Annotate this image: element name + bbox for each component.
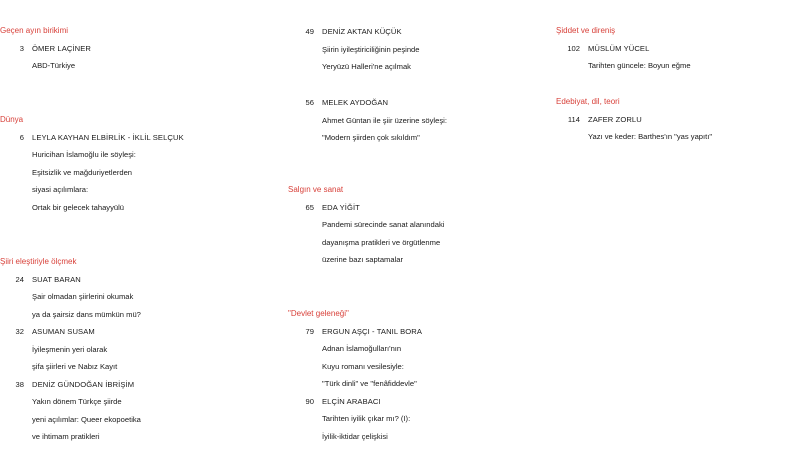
page-number: 65 [305, 202, 314, 212]
section-title: Geçen ayın birikimi [0, 26, 69, 35]
section-title: Şiddet ve direniş [556, 26, 616, 35]
toc-section [288, 181, 444, 269]
toc-section [288, 23, 420, 76]
toc-entry[interactable] [288, 323, 422, 393]
entry-title-line: "Modern şiirden çok sıkıldım" [322, 133, 420, 142]
toc-entry[interactable] [0, 40, 91, 75]
entry-title-line: siyasi açılımlara: [32, 185, 89, 194]
page-number: 79 [305, 326, 314, 336]
author-name: DENİZ GÜNDOĞAN İBRİŞİM [32, 379, 135, 389]
entry-title-line: Yakın dönem Türkçe şiirde [32, 397, 122, 406]
page-number: 90 [305, 396, 314, 406]
toc-section [556, 93, 712, 146]
author-name: ÖMER LAÇİNER [32, 43, 92, 53]
author-name: MELEK AYDOĞAN [322, 98, 389, 107]
entry-title-line: "Türk dinli" ve "fenâfiddevle" [322, 379, 417, 388]
toc-section [288, 305, 422, 445]
section-title: Dünya [0, 115, 24, 124]
toc-section [556, 22, 691, 75]
entry-title-line: yeni açılımlar: Queer ekopoetika [32, 414, 141, 424]
section-title: Şiiri eleştiriyle ölçmek [0, 257, 77, 266]
page-number: 56 [305, 98, 314, 107]
toc-entry[interactable] [288, 94, 447, 147]
page-number: 49 [305, 27, 314, 36]
toc-section [0, 111, 184, 216]
entry-title-line: Adnan İslamoğulları'nın [322, 344, 402, 353]
entry-title-line: Tarihten güncele: Boyun eğme [588, 61, 691, 70]
page-number: 24 [15, 274, 24, 284]
entry-title-line: Şiirin iyileştiriciliğinin peşinde [322, 44, 420, 54]
toc-entry[interactable] [288, 23, 420, 76]
page-number: 32 [15, 327, 24, 336]
entry-title-line: Pandemi sürecinde sanat alanındaki [322, 220, 445, 229]
entry-title-line: Tarihten iyilik çıkar mı? (I): [322, 414, 411, 423]
entry-title-line: ya da şairsiz dans mümkün mü? [32, 309, 141, 319]
author-name: ZAFER ZORLU [588, 114, 642, 124]
toc-entry[interactable] [288, 393, 422, 446]
toc-entry[interactable] [0, 129, 184, 217]
toc-entry[interactable] [0, 271, 141, 324]
toc-entry[interactable] [556, 40, 691, 75]
section-title: Edebiyat, dil, teori [556, 97, 620, 106]
author-name: SUAT BARAN [32, 274, 81, 284]
toc-entry[interactable] [288, 199, 444, 269]
entry-title-line: Ahmet Güntan ile şiir üzerine söyleşi: [322, 115, 447, 125]
toc-section [0, 253, 141, 446]
entry-title-line: Huricihan İslamoğlu ile söyleşi: [32, 150, 136, 159]
author-name: DENİZ AKTAN KÜÇÜK [322, 27, 402, 36]
author-name: ELÇİN ARABACI [322, 396, 381, 406]
entry-title-line: ve ihtimam pratikleri [32, 432, 100, 441]
author-name: ERGUN AŞÇI - TANIL BORA [322, 326, 423, 336]
entry-title-line: ABD-Türkiye [32, 61, 76, 70]
author-name: ASUMAN SUSAM [32, 327, 95, 336]
entry-title-line: Ortak bir gelecek tahayyülü [32, 202, 125, 212]
entry-title-line: Kuyu romanı vesilesiyle: [322, 361, 404, 371]
page-number: 38 [15, 379, 24, 389]
entry-title-line: Şair olmadan şiirlerini okumak [32, 292, 134, 301]
page-number: 3 [19, 43, 24, 53]
author-name: LEYLA KAYHAN ELBİRLİK - İKLİL SELÇUK [32, 132, 184, 142]
section-title: "Devlet geleneği" [288, 309, 349, 318]
page-number: 6 [19, 132, 24, 142]
toc-section [0, 22, 91, 75]
author-name: EDA YİĞİT [322, 202, 360, 212]
entry-title-line: dayanışma pratikleri ve örgütlenme [322, 237, 441, 247]
entry-title-line: İyilik-iktidar çelişkisi [322, 431, 388, 441]
section-title: Salgın ve sanat [288, 185, 344, 194]
page-number: 114 [567, 114, 580, 124]
toc-entry[interactable] [0, 323, 141, 376]
entry-title-line: İyileşmenin yeri olarak [32, 344, 108, 354]
entry-title-line: Yeryüzü Halleri'ne açılmak [322, 62, 411, 71]
toc-entry[interactable] [556, 111, 712, 146]
page-number: 102 [567, 43, 580, 53]
toc-entry[interactable] [0, 376, 141, 446]
entry-title-line: şifa şiirleri ve Nabız Kayıt [32, 362, 118, 371]
toc-section [288, 94, 447, 147]
entry-title-line: Eşitsizlik ve mağduriyetlerden [32, 167, 133, 177]
entry-title-line: üzerine bazı saptamalar [322, 255, 404, 264]
author-name: MÜSLÜM YÜCEL [588, 43, 650, 53]
entry-title-line: Yazı ve keder: Barthes'ın "yas yapıtı" [588, 132, 713, 141]
